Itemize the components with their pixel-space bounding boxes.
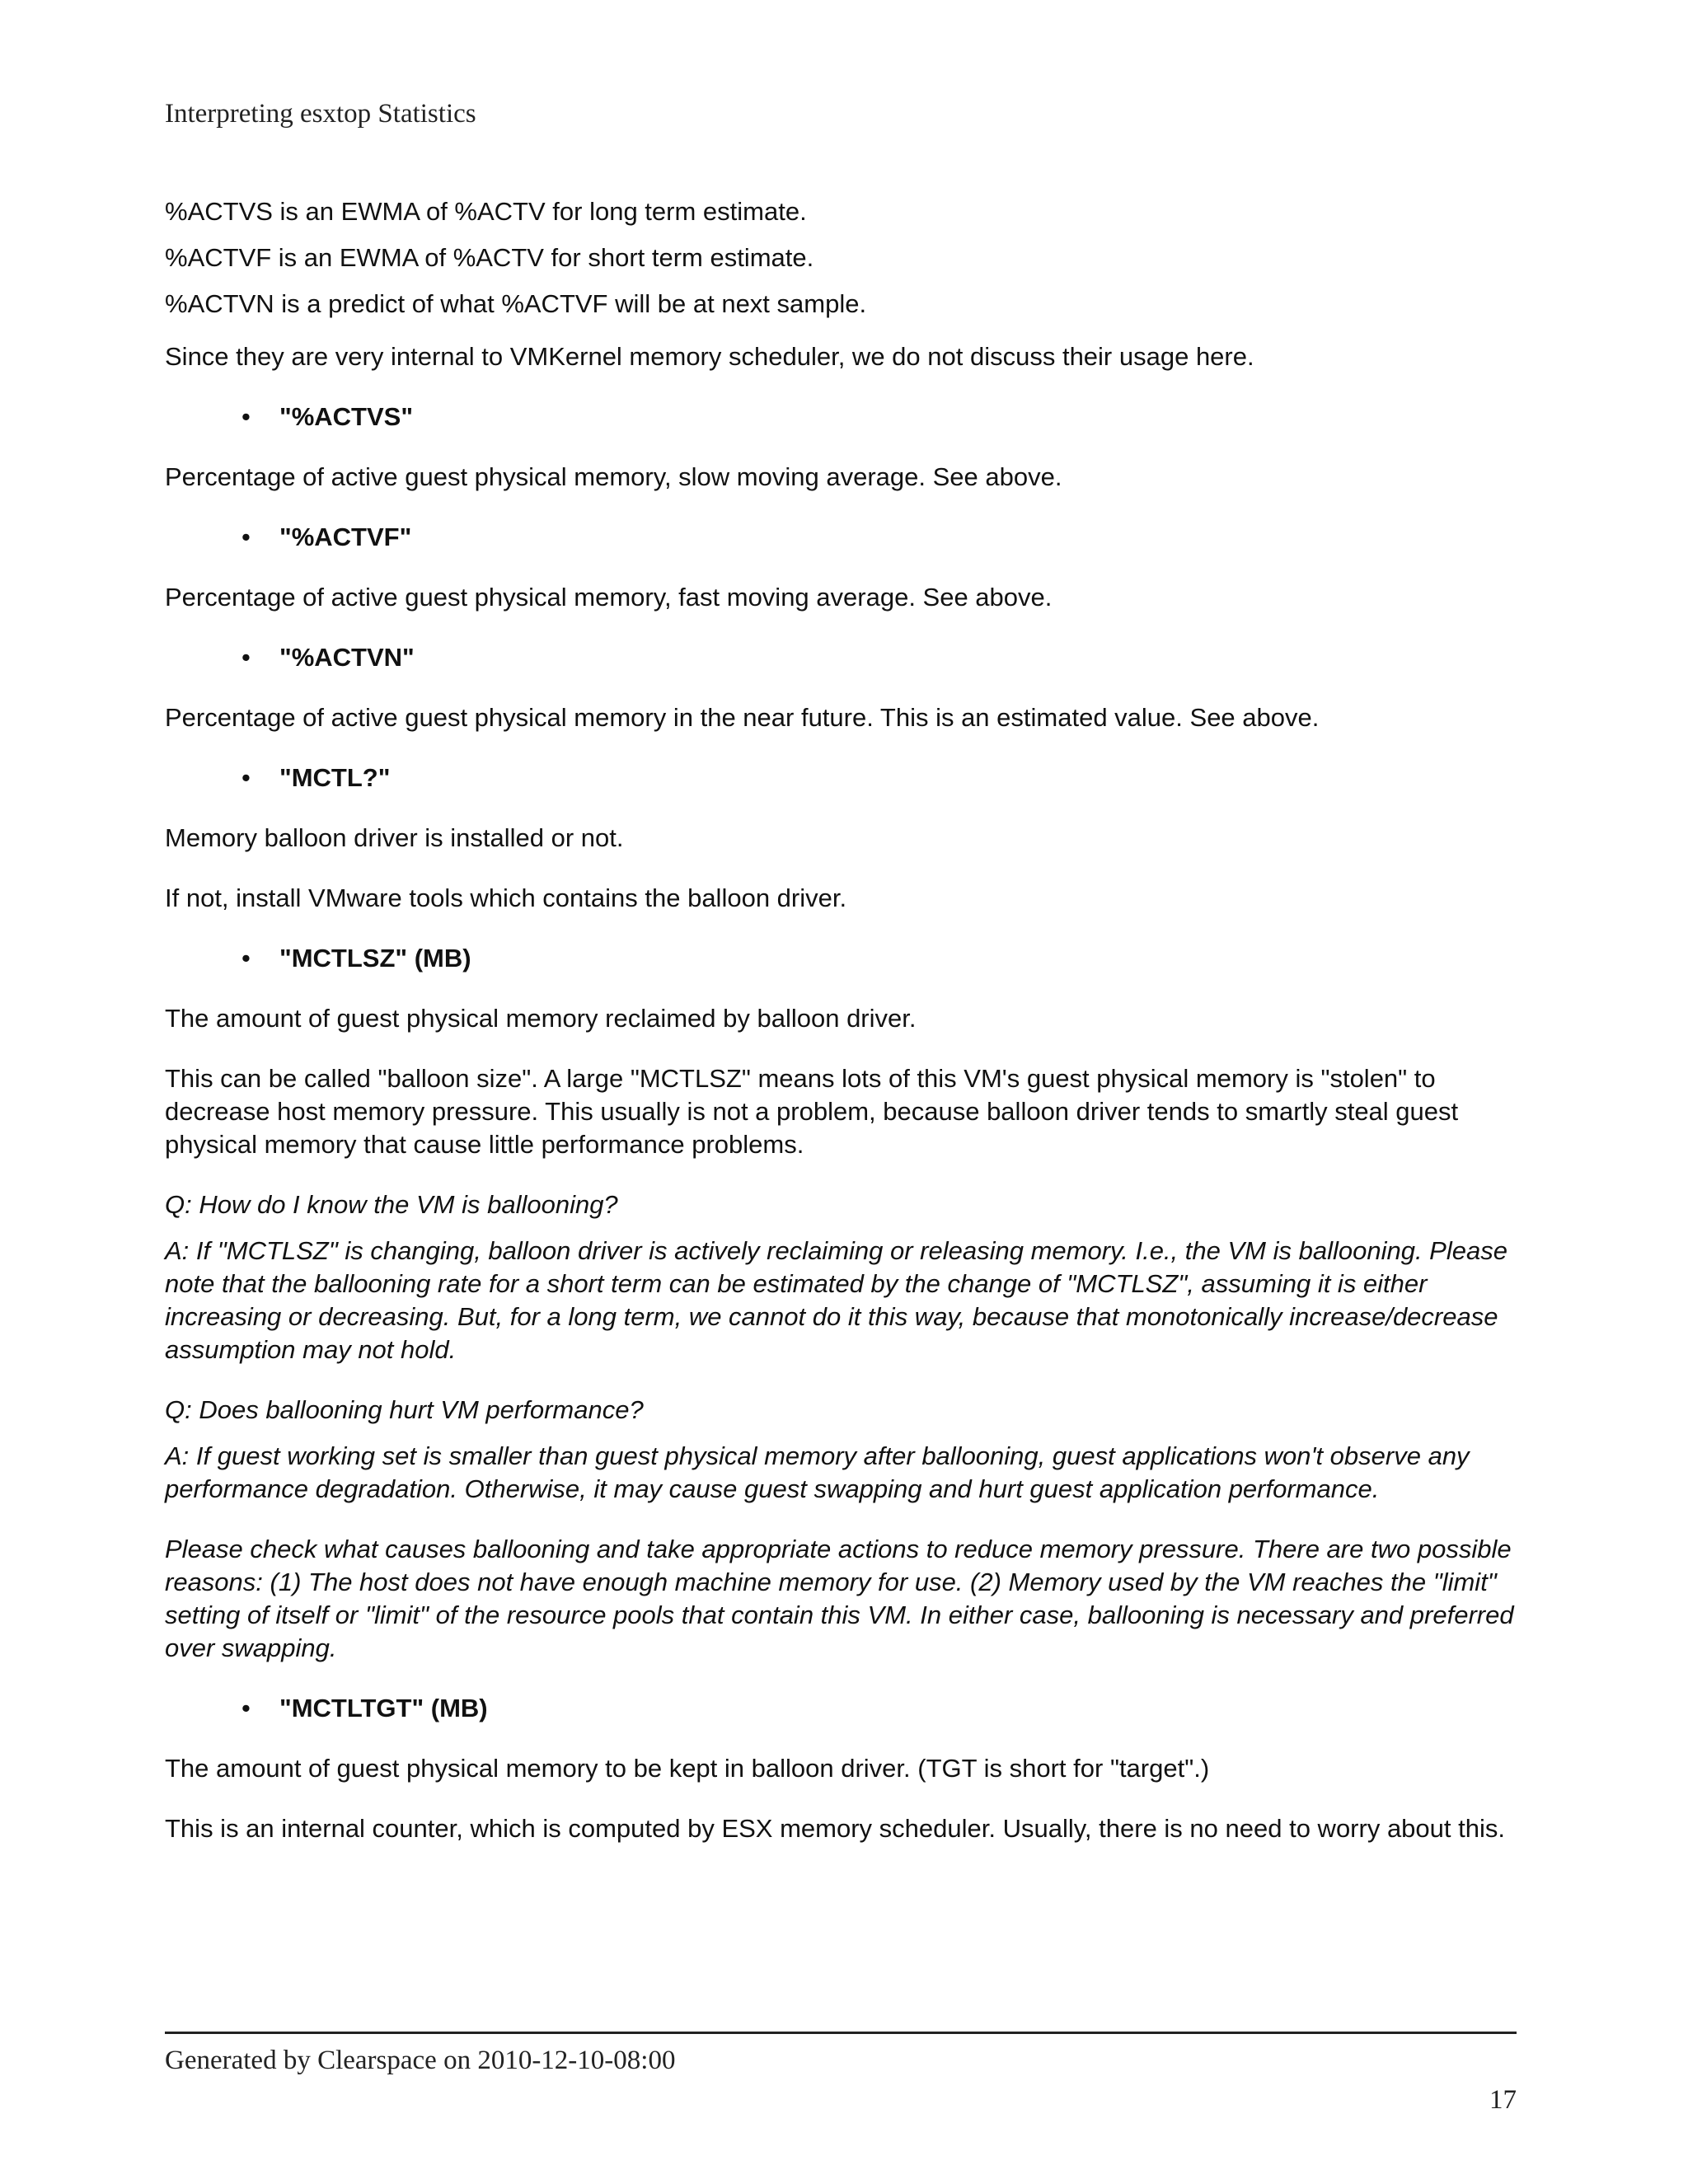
bullet-dot: •	[241, 643, 251, 672]
section-heading-label: "%ACTVN"	[279, 643, 415, 672]
faq-answer-ballooning: A: If "MCTLSZ" is changing, balloon driver is actively reclaiming or releasing memory. I.e., the VM is ballooning. Please note that the ballooning rate for a short term can be estimated by the change of "MCTLSZ", assuming it is either increasing or decreasing. But, for a long term, we cannot do it this way, because that monotonically increase/decrease assumption may not hold.	[165, 1236, 1507, 1364]
section-text-mctltgt-1: The amount of guest physical memory to be kept in balloon driver. (TGT is short for "target".)	[165, 1754, 1210, 1783]
intro-line-internal: Since they are very internal to VMKernel memory scheduler, we do not discuss their usage here.	[165, 342, 1254, 371]
intro-line-actvs: %ACTVS is an EWMA of %ACTV for long term estimate.	[165, 197, 807, 226]
section-text-mctl-1: Memory balloon driver is installed or not.	[165, 823, 624, 852]
intro-line-actvn: %ACTVN is a predict of what %ACTVF will be at next sample.	[165, 289, 867, 318]
bullet-dot: •	[241, 1694, 251, 1722]
bullet-dot: •	[241, 944, 251, 972]
section-heading-mctlsz	[165, 942, 1517, 975]
faq-answer-performance: A: If guest working set is smaller than guest physical memory after ballooning, guest applications won't observe any performance degradation. Otherwise, it may cause guest swapping and hurt guest application performance.	[165, 1441, 1470, 1503]
section-text-mctlsz-2: This can be called "balloon size". A large "MCTLSZ" means lots of this VM's guest physical memory is "stolen" to decrease host memory pressure. This usually is not a problem, because balloon driver tends to smartly steal guest physical memory that cause little performance problems.	[165, 1064, 1459, 1159]
section-text-actvs: Percentage of active guest physical memory, slow moving average. See above.	[165, 462, 1062, 491]
section-text-actvf: Percentage of active guest physical memory, fast moving average. See above.	[165, 583, 1053, 612]
section-heading-label: "MCTLSZ" (MB)	[279, 944, 471, 972]
section-text-mctl-2: If not, install VMware tools which contains the balloon driver.	[165, 883, 847, 912]
faq-question-ballooning: Q: How do I know the VM is ballooning?	[165, 1190, 618, 1219]
section-heading-actvf	[165, 521, 1517, 554]
section-heading-label: "%ACTVF"	[279, 523, 412, 551]
section-heading-actvs	[165, 401, 1517, 434]
section-heading-actvn	[165, 641, 1517, 674]
intro-line-actvf: %ACTVF is an EWMA of %ACTV for short term estimate.	[165, 243, 814, 272]
section-heading-label: "%ACTVS"	[279, 402, 414, 431]
bullet-dot: •	[241, 523, 251, 551]
footer-divider	[165, 2032, 1517, 2034]
faq-answer-performance-detail: Please check what causes ballooning and take appropriate actions to reduce memory pressure. There are two possible reasons: (1) The host does not have enough machine memory for use. (2) Memory used by the VM reaches the "limit" setting of itself or "limit" of the resource pools that contain this VM. In either case, ballooning is necessary and preferred over swapping.	[165, 1535, 1514, 1662]
page-header-title: Interpreting esxtop Statistics	[165, 99, 476, 129]
section-text-actvn: Percentage of active guest physical memory in the near future. This is an estimated value. See above.	[165, 703, 1320, 732]
section-heading-label: "MCTLTGT" (MB)	[279, 1694, 488, 1722]
bullet-dot: •	[241, 763, 251, 792]
faq-question-performance: Q: Does ballooning hurt VM performance?	[165, 1395, 644, 1424]
bullet-dot: •	[241, 402, 251, 431]
page-number: 17	[1489, 2085, 1517, 2115]
footer-generated-text: Generated by Clearspace on 2010-12-10-08:00	[165, 2046, 676, 2075]
section-text-mctltgt-2: This is an internal counter, which is computed by ESX memory scheduler. Usually, there is no need to worry about this.	[165, 1814, 1505, 1843]
section-heading-label: "MCTL?"	[279, 763, 391, 792]
document-body	[165, 195, 1517, 1845]
section-heading-mctltgt	[165, 1692, 1517, 1725]
section-heading-mctl	[165, 762, 1517, 794]
section-text-mctlsz-1: The amount of guest physical memory reclaimed by balloon driver.	[165, 1004, 917, 1033]
